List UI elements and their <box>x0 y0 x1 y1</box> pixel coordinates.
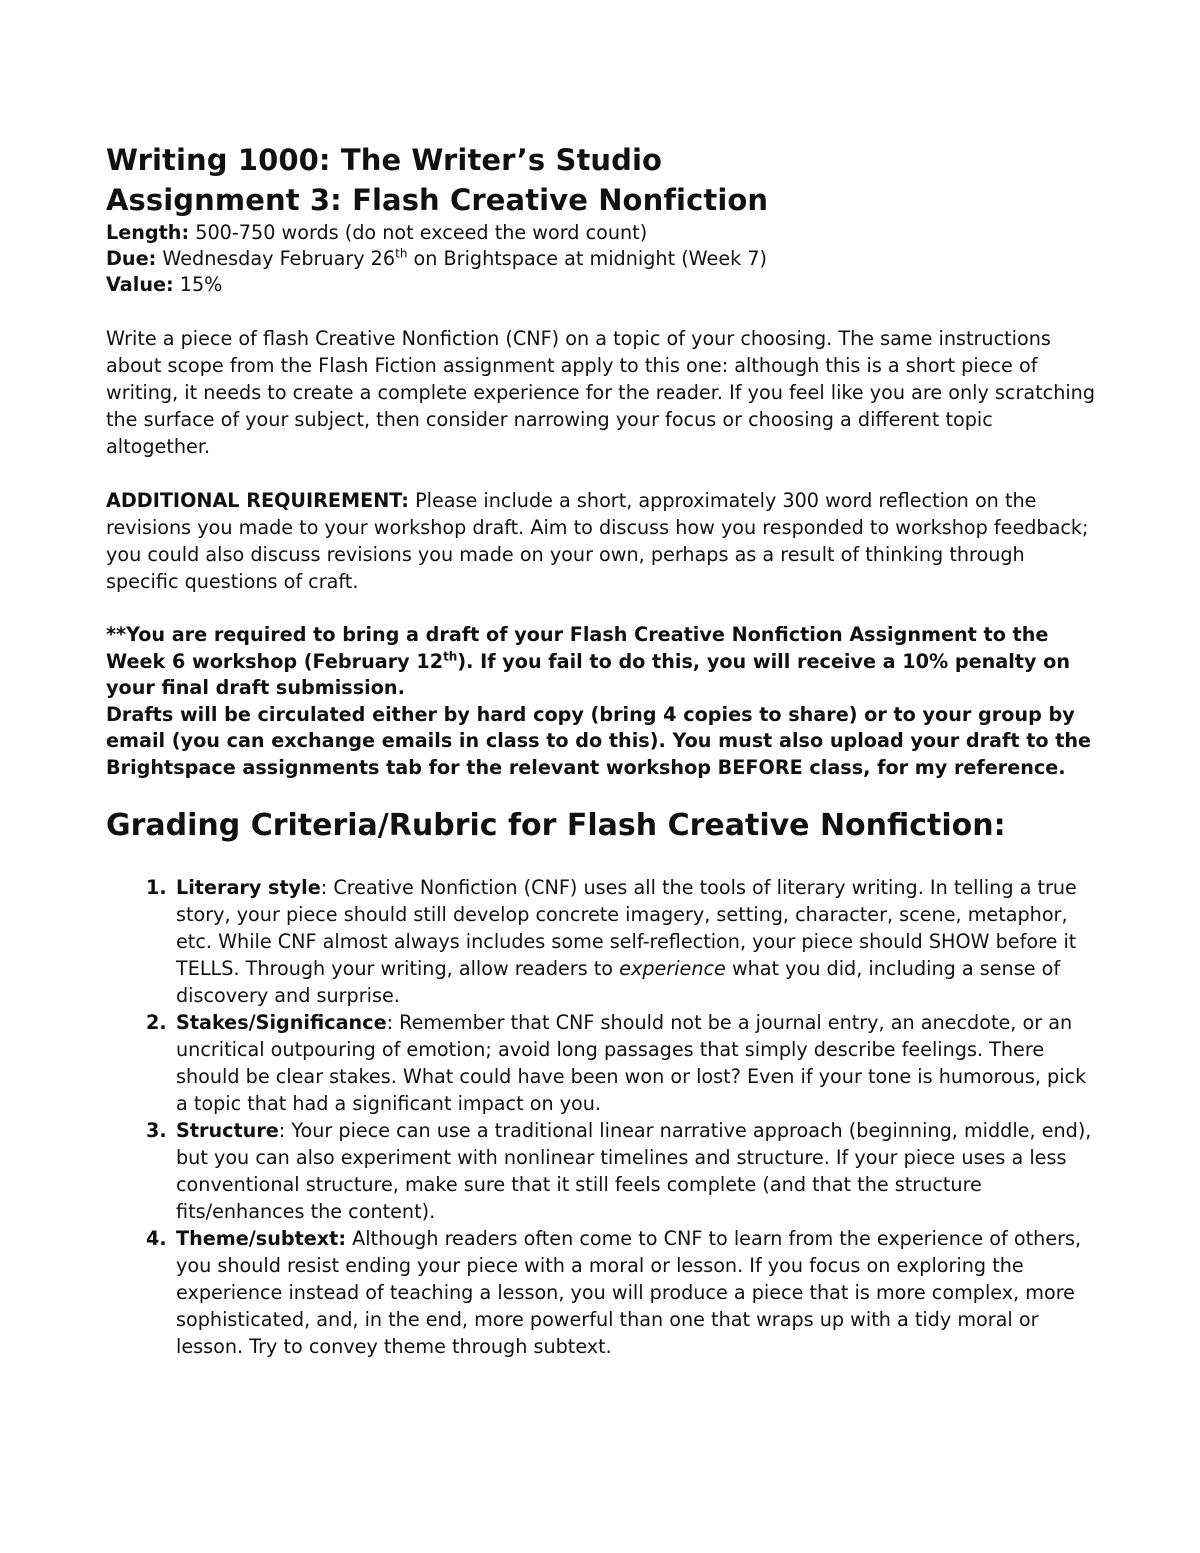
rubric-item-structure <box>146 1117 1100 1225</box>
rubric-text: : Creative Nonfiction (CNF) uses all the tools of literary writing. In telling a true story, your piece should still develop concrete imagery, setting, character, scene, metaphor, etc. While CNF almost always includes some self-reflection, your piece should SHOW before it TELLS. Through your writing, allow readers to <box>176 876 1077 980</box>
intro-paragraph: Write a piece of flash Creative Nonfiction (CNF) on a topic of your choosing. The same instructions about scope from the Flash Fiction assignment apply to this one: although this is a short piece of writing, it needs to create a complete experience for the reader. If you feel like you are only scratching the surface of your subject, then consider narrowing your focus or choosing a different topic altogether. <box>106 327 1096 458</box>
due-value-sup: th <box>395 246 408 261</box>
additional-text: Please include a short, approximately 300 word reflection on the revisions you made to your workshop draft. Aim to discuss how you responded to workshop feedback; you could also discuss revisions you made on your own, perhaps as a result of thinking through specific questions of craft. <box>106 489 1089 593</box>
rubric-item-literary-style <box>146 874 1100 1009</box>
rubric-list <box>106 874 1100 1360</box>
rubric-number: 4. <box>146 1227 167 1250</box>
length-value: 500-750 words (do not exceed the word count) <box>189 221 648 244</box>
rubric-text: : Your piece can use a traditional linear narrative approach (beginning, middle, end), but you can also experiment with nonlinear timelines and structure. If your piece uses a less conventional structure, make sure that it still feels complete (and that the structure fits/enhances the content). <box>176 1119 1092 1223</box>
due-label: Due: <box>106 247 157 270</box>
value-line <box>106 272 1100 298</box>
assignment-title: Assignment 3: Flash Creative Nonfiction <box>106 183 769 217</box>
rubric-number: 3. <box>146 1119 167 1142</box>
spacer <box>106 298 1100 325</box>
draft-notice-part2: ). If you fail to do this, you will receive a 10% penalty on your final draft submission. <box>106 649 1071 699</box>
due-line <box>106 246 1100 272</box>
draft-notice-part1: **You are required to bring a draft of your Flash Creative Nonfiction Assignment to the Week 6 workshop (February 12 <box>106 623 1049 673</box>
value-value: 15% <box>173 273 223 296</box>
draft-notice <box>106 622 1100 702</box>
rubric-number: 1. <box>146 876 167 899</box>
length-label: Length: <box>106 221 190 244</box>
rubric-term: Stakes/Significance <box>176 1011 387 1034</box>
additional-label: ADDITIONAL REQUIREMENT: <box>106 489 409 512</box>
rubric-text: : Remember that CNF should not be a journal entry, an anecdote, or an uncritical outpouring of emotion; avoid long passages that simply describe feelings. There should be clear stakes. What could have been won or lost? Even if your tone is humorous, pick a topic that had a significant impact on you. <box>176 1011 1087 1115</box>
value-label: Value: <box>106 273 174 296</box>
rubric-text-post: what you did, including a sense of discovery and surprise. <box>176 957 1061 1007</box>
rubric-text-emphasis: experience <box>619 957 726 980</box>
draft-notice-sup: th <box>443 649 458 664</box>
due-value: Wednesday February 26 <box>156 247 396 270</box>
rubric-heading: Grading Criteria/Rubric for Flash Creative Nonfiction: <box>106 808 1006 843</box>
rubric-term: Structure <box>176 1119 279 1142</box>
additional-requirement <box>106 487 1100 595</box>
due-value-post: on Brightspace at midnight (Week 7) <box>407 247 768 270</box>
rubric-item-stakes <box>146 1009 1100 1117</box>
rubric-text: Although readers often come to CNF to learn from the experience of others, you should resist ending your piece with a moral or lesson. If you focus on exploring the experience instead of teaching a lesson, you will produce a piece that is more complex, more sophisticated, and, in the end, more powerful than one that wraps up with a tidy moral or lesson. Try to convey theme through subtext. <box>176 1227 1082 1358</box>
rubric-term: Theme/subtext: <box>176 1227 346 1250</box>
rubric-term: Literary style <box>176 876 321 899</box>
draft-circulation: Drafts will be circulated either by hard copy (bring 4 copies to share) or to your group by email (you can exchange emails in class to do this). You must also upload your draft to the Brightspace assignments tab for the relevant workshop BEFORE class, for my reference. <box>106 702 1092 779</box>
length-line <box>106 220 1100 246</box>
spacer <box>106 460 1100 487</box>
course-title: Writing 1000: The Writer’s Studio <box>106 143 663 177</box>
rubric-item-theme <box>146 1225 1100 1360</box>
rubric-number: 2. <box>146 1011 167 1034</box>
spacer <box>106 595 1100 622</box>
